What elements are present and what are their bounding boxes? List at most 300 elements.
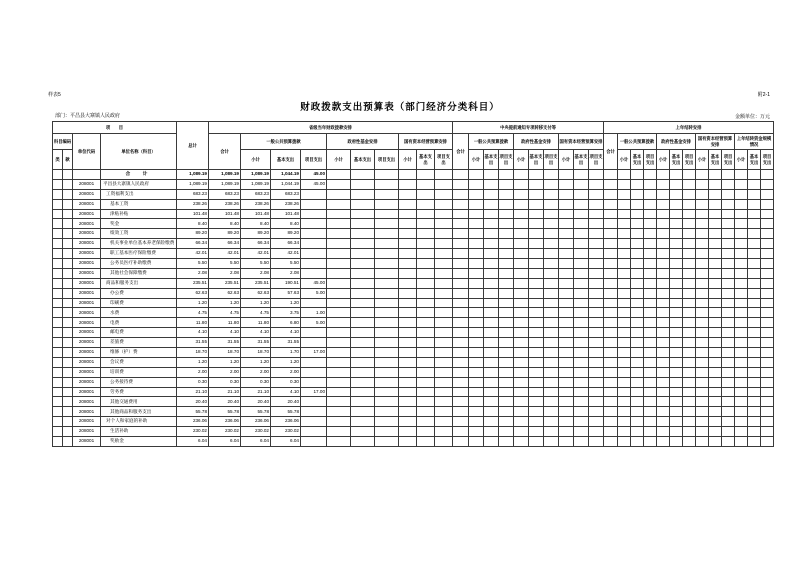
value-cell	[589, 288, 604, 298]
header-section-central: 中央提前通知专项转移支付等	[453, 122, 604, 134]
value-cell	[417, 407, 435, 417]
value-cell	[657, 377, 670, 387]
value-cell	[499, 417, 514, 427]
value-cell	[435, 417, 453, 427]
value-cell	[453, 298, 469, 308]
value-cell	[748, 437, 761, 447]
value-cell	[574, 437, 589, 447]
value-cell	[351, 318, 375, 328]
value-cell: 235.51	[209, 278, 241, 288]
value-cell	[301, 199, 327, 209]
value-cell	[499, 268, 514, 278]
value-cell	[499, 367, 514, 377]
value-cell: 66.34	[241, 239, 271, 249]
value-cell	[604, 209, 618, 219]
value-cell	[469, 268, 484, 278]
value-cell	[544, 437, 559, 447]
unit-code-cell: 208001	[73, 308, 101, 318]
value-cell	[499, 239, 514, 249]
value-cell: 1.70	[271, 348, 301, 358]
value-cell	[735, 239, 748, 249]
class-cell	[53, 357, 63, 367]
header-subtotal: 小计	[696, 150, 709, 170]
value-cell: 1.20	[177, 298, 209, 308]
value-cell	[722, 259, 735, 269]
value-cell	[748, 249, 761, 259]
value-cell: 5.50	[271, 259, 301, 269]
value-cell	[709, 417, 722, 427]
value-cell	[735, 427, 748, 437]
class-cell	[53, 397, 63, 407]
value-cell	[453, 268, 469, 278]
value-cell: 62.63	[241, 288, 271, 298]
value-cell	[435, 229, 453, 239]
value-cell	[644, 407, 657, 417]
value-cell	[683, 209, 696, 219]
value-cell	[544, 387, 559, 397]
class-cell	[53, 288, 63, 298]
class-cell	[53, 189, 63, 199]
value-cell	[631, 249, 644, 259]
value-cell	[644, 288, 657, 298]
value-cell	[514, 427, 529, 437]
value-cell	[399, 170, 417, 180]
value-cell	[696, 249, 709, 259]
value-cell	[351, 209, 375, 219]
value-cell: 6.04	[177, 437, 209, 447]
value-cell	[499, 179, 514, 189]
value-cell	[761, 219, 774, 229]
value-cell	[351, 338, 375, 348]
value-cell: 683.23	[209, 189, 241, 199]
value-cell	[748, 219, 761, 229]
value-cell	[670, 328, 683, 338]
value-cell	[709, 219, 722, 229]
value-cell: 1.20	[271, 357, 301, 367]
value-cell	[696, 357, 709, 367]
unit-code-cell: 208001	[73, 318, 101, 328]
value-cell	[301, 229, 327, 239]
header-s2-g3: 上年结转资金规模情况	[735, 134, 774, 150]
value-cell	[301, 397, 327, 407]
value-cell	[657, 308, 670, 318]
value-cell	[761, 308, 774, 318]
value-cell	[709, 397, 722, 407]
class-cell	[53, 199, 63, 209]
value-cell	[544, 407, 559, 417]
value-cell	[327, 268, 351, 278]
value-cell	[748, 348, 761, 358]
header-project: 项目支出	[683, 150, 696, 170]
value-cell	[683, 268, 696, 278]
value-cell	[544, 338, 559, 348]
value-cell	[722, 367, 735, 377]
value-cell	[559, 179, 574, 189]
value-cell	[683, 199, 696, 209]
value-cell	[748, 407, 761, 417]
value-cell	[484, 407, 499, 417]
value-cell	[735, 338, 748, 348]
value-cell	[574, 318, 589, 328]
value-cell: 5.50	[209, 259, 241, 269]
value-cell	[484, 348, 499, 358]
value-cell	[399, 199, 417, 209]
value-cell	[529, 377, 544, 387]
kuan-cell	[63, 338, 73, 348]
value-cell	[484, 229, 499, 239]
value-cell	[722, 338, 735, 348]
value-cell	[761, 328, 774, 338]
value-cell	[435, 328, 453, 338]
value-cell	[327, 357, 351, 367]
table-row	[53, 219, 774, 229]
value-cell	[761, 387, 774, 397]
value-cell	[559, 189, 574, 199]
value-cell	[589, 417, 604, 427]
value-cell: 4.10	[271, 387, 301, 397]
value-cell	[735, 318, 748, 328]
value-cell	[417, 298, 435, 308]
value-cell: 1,089.19	[241, 179, 271, 189]
value-cell	[514, 338, 529, 348]
class-cell	[53, 268, 63, 278]
value-cell: 66.34	[271, 239, 301, 249]
value-cell	[618, 308, 631, 318]
value-cell: 238.26	[271, 199, 301, 209]
value-cell	[327, 308, 351, 318]
value-cell	[574, 298, 589, 308]
value-cell	[748, 239, 761, 249]
value-cell	[589, 367, 604, 377]
value-cell	[499, 397, 514, 407]
value-cell	[709, 170, 722, 180]
value-cell	[683, 377, 696, 387]
value-cell	[529, 239, 544, 249]
value-cell	[618, 268, 631, 278]
value-cell	[604, 338, 618, 348]
value-cell	[670, 308, 683, 318]
value-cell	[644, 357, 657, 367]
class-cell	[53, 278, 63, 288]
class-cell	[53, 209, 63, 219]
value-cell	[735, 397, 748, 407]
value-cell	[604, 387, 618, 397]
value-cell	[435, 239, 453, 249]
value-cell: 1,044.19	[271, 179, 301, 189]
value-cell	[453, 437, 469, 447]
value-cell	[435, 288, 453, 298]
value-cell	[399, 308, 417, 318]
value-cell	[709, 348, 722, 358]
value-cell	[529, 328, 544, 338]
value-cell	[589, 387, 604, 397]
value-cell	[453, 239, 469, 249]
value-cell	[399, 377, 417, 387]
value-cell	[484, 318, 499, 328]
item-name-cell: 职工基本医疗保险缴费	[101, 249, 177, 259]
value-cell	[499, 199, 514, 209]
value-cell	[589, 278, 604, 288]
header-project: 项目支出	[722, 150, 735, 170]
value-cell	[748, 179, 761, 189]
value-cell	[544, 367, 559, 377]
value-cell	[631, 397, 644, 407]
value-cell	[631, 437, 644, 447]
item-name-cell: 办公费	[101, 288, 177, 298]
value-cell	[399, 189, 417, 199]
value-cell	[351, 259, 375, 269]
value-cell	[301, 219, 327, 229]
value-cell: 236.06	[241, 417, 271, 427]
value-cell	[709, 407, 722, 417]
value-cell	[696, 179, 709, 189]
value-cell	[761, 199, 774, 209]
value-cell: 17.00	[301, 348, 327, 358]
value-cell	[696, 377, 709, 387]
class-cell	[53, 407, 63, 417]
value-cell	[657, 318, 670, 328]
value-cell	[722, 170, 735, 180]
value-cell	[417, 427, 435, 437]
value-cell	[399, 397, 417, 407]
value-cell	[748, 199, 761, 209]
value-cell	[499, 229, 514, 239]
value-cell	[417, 437, 435, 447]
value-cell	[657, 298, 670, 308]
value-cell	[657, 199, 670, 209]
value-cell	[631, 348, 644, 358]
value-cell	[514, 348, 529, 358]
header-subtotal: 小计	[327, 150, 351, 170]
kuan-cell	[63, 377, 73, 387]
value-cell: 1,044.19	[271, 170, 301, 180]
value-cell	[761, 170, 774, 180]
value-cell	[670, 377, 683, 387]
value-cell	[453, 199, 469, 209]
value-cell	[589, 239, 604, 249]
value-cell	[748, 298, 761, 308]
value-cell	[574, 189, 589, 199]
item-name-cell: 工资福利支出	[101, 189, 177, 199]
value-cell	[559, 259, 574, 269]
header-s0-total: 合计	[209, 134, 241, 170]
class-cell	[53, 417, 63, 427]
value-cell	[529, 427, 544, 437]
value-cell	[709, 288, 722, 298]
unit-code-cell: 208001	[73, 249, 101, 259]
value-cell: 683.23	[271, 189, 301, 199]
value-cell	[559, 298, 574, 308]
value-cell	[559, 229, 574, 239]
kuan-cell	[63, 417, 73, 427]
table-row	[53, 357, 774, 367]
value-cell	[748, 427, 761, 437]
value-cell	[417, 189, 435, 199]
form-number-label: 样表5	[48, 92, 61, 98]
value-cell: 11.80	[241, 318, 271, 328]
unit-code-cell: 208001	[73, 288, 101, 298]
value-cell: 18.70	[209, 348, 241, 358]
class-cell	[53, 318, 63, 328]
unit-code-cell: 208001	[73, 219, 101, 229]
value-cell	[683, 259, 696, 269]
value-cell	[696, 387, 709, 397]
class-cell	[53, 387, 63, 397]
value-cell	[399, 427, 417, 437]
value-cell	[735, 357, 748, 367]
value-cell	[696, 170, 709, 180]
value-cell	[514, 239, 529, 249]
value-cell	[722, 437, 735, 447]
value-cell	[657, 219, 670, 229]
class-cell	[53, 377, 63, 387]
value-cell: 5.00	[301, 318, 327, 328]
value-cell	[644, 189, 657, 199]
value-cell	[453, 357, 469, 367]
value-cell	[453, 189, 469, 199]
value-cell	[559, 278, 574, 288]
value-cell	[417, 348, 435, 358]
value-cell	[696, 437, 709, 447]
table-row	[53, 278, 774, 288]
header-subtotal: 小计	[657, 150, 670, 170]
value-cell	[748, 288, 761, 298]
value-cell	[435, 367, 453, 377]
value-cell	[529, 249, 544, 259]
value-cell	[559, 417, 574, 427]
value-cell	[618, 229, 631, 239]
value-cell: 235.51	[177, 278, 209, 288]
value-cell: 31.55	[271, 338, 301, 348]
value-cell	[499, 249, 514, 259]
kuan-cell	[63, 199, 73, 209]
value-cell: 4.75	[177, 308, 209, 318]
value-cell	[709, 199, 722, 209]
value-cell	[761, 209, 774, 219]
value-cell: 3.75	[271, 308, 301, 318]
value-cell: 2.08	[177, 268, 209, 278]
value-cell: 238.26	[241, 199, 271, 209]
value-cell	[327, 239, 351, 249]
value-cell: 62.63	[209, 288, 241, 298]
value-cell	[469, 278, 484, 288]
value-cell: 101.48	[177, 209, 209, 219]
value-cell	[735, 407, 748, 417]
value-cell: 4.10	[209, 328, 241, 338]
value-cell	[631, 298, 644, 308]
value-cell	[683, 367, 696, 377]
value-cell	[670, 209, 683, 219]
value-cell	[301, 338, 327, 348]
value-cell	[375, 239, 399, 249]
unit-code-cell: 208001	[73, 367, 101, 377]
value-cell	[683, 318, 696, 328]
value-cell	[670, 219, 683, 229]
value-cell	[683, 170, 696, 180]
value-cell	[709, 437, 722, 447]
value-cell: 21.10	[241, 387, 271, 397]
value-cell	[644, 367, 657, 377]
header-s2-g2: 国有资本经营预算安排	[696, 134, 735, 150]
value-cell	[529, 179, 544, 189]
value-cell	[327, 328, 351, 338]
value-cell	[514, 259, 529, 269]
header-item: 项 目	[53, 122, 177, 134]
value-cell	[604, 427, 618, 437]
header-project: 项目支出	[589, 150, 604, 170]
value-cell	[484, 417, 499, 427]
value-cell	[453, 229, 469, 239]
value-cell	[618, 298, 631, 308]
value-cell	[327, 229, 351, 239]
header-subtotal: 小计	[618, 150, 631, 170]
value-cell	[589, 328, 604, 338]
value-cell	[559, 367, 574, 377]
value-cell	[351, 268, 375, 278]
value-cell	[574, 397, 589, 407]
value-cell	[761, 259, 774, 269]
value-cell	[351, 278, 375, 288]
value-cell: 21.10	[177, 387, 209, 397]
value-cell	[604, 308, 618, 318]
value-cell	[453, 278, 469, 288]
value-cell	[559, 377, 574, 387]
value-cell	[574, 259, 589, 269]
value-cell	[514, 397, 529, 407]
value-cell	[559, 308, 574, 318]
value-cell	[748, 189, 761, 199]
value-cell	[683, 219, 696, 229]
table-row	[53, 249, 774, 259]
value-cell	[670, 427, 683, 437]
value-cell	[469, 179, 484, 189]
class-cell	[53, 298, 63, 308]
value-cell	[351, 199, 375, 209]
value-cell	[722, 189, 735, 199]
value-cell	[696, 338, 709, 348]
value-cell	[589, 268, 604, 278]
value-cell	[417, 308, 435, 318]
value-cell	[722, 417, 735, 427]
kuan-cell	[63, 259, 73, 269]
header-project: 项目支出	[375, 150, 399, 170]
kuan-cell	[63, 318, 73, 328]
value-cell: 8.40	[271, 219, 301, 229]
value-cell	[683, 308, 696, 318]
value-cell	[559, 328, 574, 338]
value-cell	[604, 199, 618, 209]
value-cell	[559, 318, 574, 328]
value-cell	[375, 328, 399, 338]
value-cell	[417, 278, 435, 288]
unit-code-cell: 208001	[73, 199, 101, 209]
value-cell: 238.26	[177, 199, 209, 209]
value-cell	[735, 288, 748, 298]
value-cell	[670, 229, 683, 239]
value-cell	[748, 338, 761, 348]
value-cell	[514, 367, 529, 377]
value-cell: 1.00	[301, 308, 327, 318]
value-cell: 55.78	[209, 407, 241, 417]
value-cell	[514, 219, 529, 229]
value-cell	[351, 397, 375, 407]
header-s1-total: 合计	[453, 134, 469, 170]
value-cell	[657, 357, 670, 367]
value-cell	[604, 288, 618, 298]
value-cell: 235.51	[241, 278, 271, 288]
value-cell	[435, 377, 453, 387]
value-cell	[761, 407, 774, 417]
